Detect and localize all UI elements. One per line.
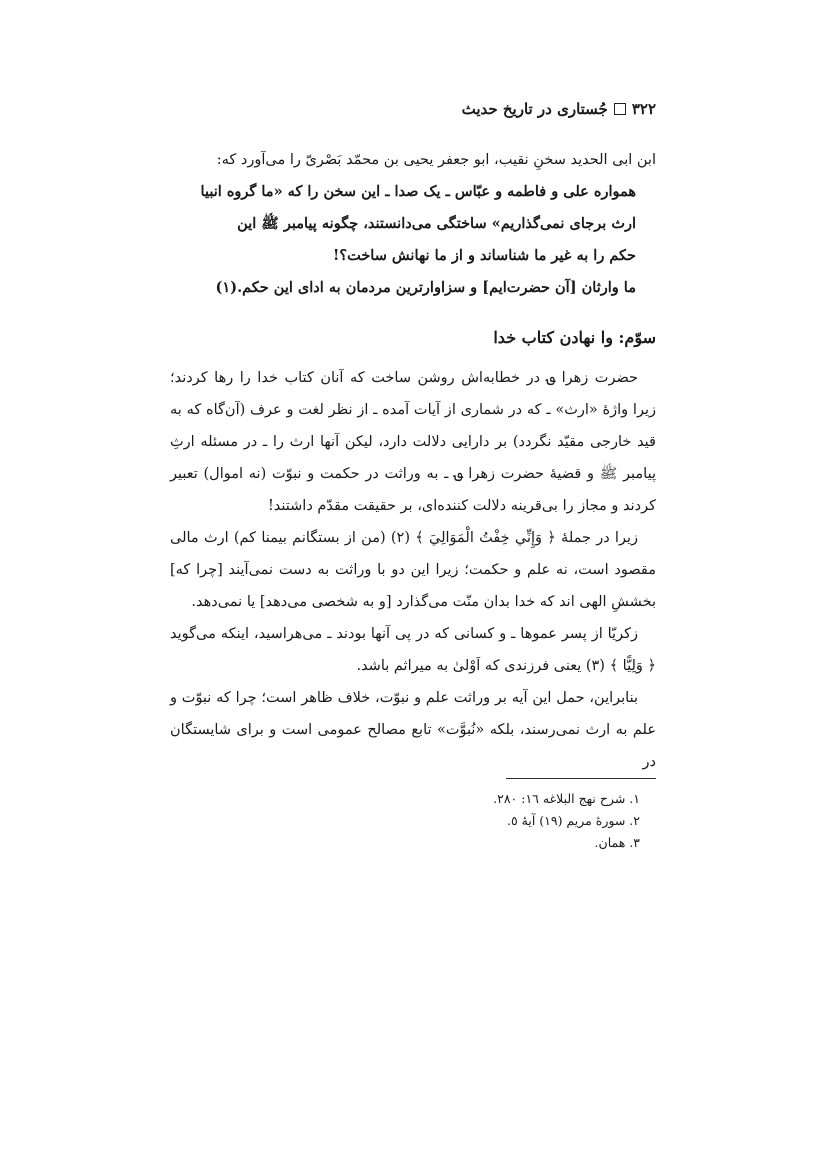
footnote-item: ٢. سورهٔ مریم (١٩) آیهٔ ٥.: [506, 813, 640, 828]
body-text: [170, 362, 656, 778]
footnote-divider: [506, 778, 656, 779]
quote-block: [170, 176, 636, 304]
intro-line: ابن ابی الحدید سخنِ نقیب، ابو جعفر یحیی بن محمّد بَصْریّ را می‌آورد که:: [216, 152, 656, 168]
quote-line: ارث برجای نمی‌گذاریم» ساختگی می‌دانستند، چگونه پیامبر ﷺ این: [237, 215, 636, 232]
quote-line: حکم را به غیر ما شناساند و از ما نهانش ساخت؟!: [333, 247, 636, 264]
paragraph: زیرا در جملهٔ ﴿ وَإِنِّي خِفْتُ الْمَوَالِيَ ﴾ (٢) (من از بستگانم بیمنا کم) ارث مالی مقصود است، نه علم و حکمت؛ زیرا این دو با وراثت به دست نمی‌آیند [چرا که] بخششِ الهی اند که خدا بدان منّت می‌گذارد [و به شخصی می‌دهد] یا نمی‌دهد.: [170, 530, 656, 610]
footnote-item: ١. شرح نهج البلاغه ١٦: ٢٨٠.: [493, 791, 640, 806]
quote-line: همواره علی و فاطمه و عبّاس ـ یک صدا ـ این سخن را که «ما گروه انبیا: [200, 183, 636, 200]
page-header: [356, 100, 656, 118]
page-number: ٣٢٢: [631, 100, 656, 118]
book-title: جُستاری در تاریخ حدیث: [461, 100, 608, 118]
footnote-item: ٣. همان.: [594, 835, 640, 850]
square-icon: [614, 103, 626, 115]
footnotes: [340, 788, 640, 854]
intro-paragraph: [170, 144, 656, 176]
paragraph: زکریّا از پسر عموها ـ و کسانی که در پی آنها بودند ـ می‌هراسید، اینکه می‌گوید ﴿ وَلِيًّا ﴾ (٣) یعنی فرزندی که اَوْلیٰ به میراثم باشد.: [170, 626, 656, 674]
paragraph: بنابراین، حمل این آیه بر وراثت علم و نبوّت، خلاف ظاهر است؛ چرا که نبوّت و علم به ارث نمی‌رسند، بلکه «نُبوَّت» تابع مصالح عمومی است و برای شایستگان در: [170, 690, 656, 770]
paragraph: حضرت زهرا ؈ در خطابه‌اش روشن ساخت که آنان کتاب خدا را رها کردند؛ زیرا واژهٔ «ارث» ـ که در شماری از آیات آمده ـ از نظر لغت و عرف (آن‌گاه که به قید خارجی مقیّد نگردد) بر دارایی دلالت دارد، لیکن آنها ارث را ـ در مسئله ارثِ پیامبر ﷺ و قضیهٔ حضرت زهرا ؈ ـ به وراثت در حکمت و نبوّت (نه اموال) تعبیر کردند و مجاز را بی‌قرینه دلالت کننده‌ای، بر حقیقت مقدّم داشتند!: [170, 370, 656, 514]
section-title: سوّم: وا نهادن کتاب خدا: [493, 328, 656, 347]
quote-line: ما وارثان [آن حضرت‌ایم] و سزاوارترین مردمان به ادای این حکم.(١): [215, 279, 636, 296]
